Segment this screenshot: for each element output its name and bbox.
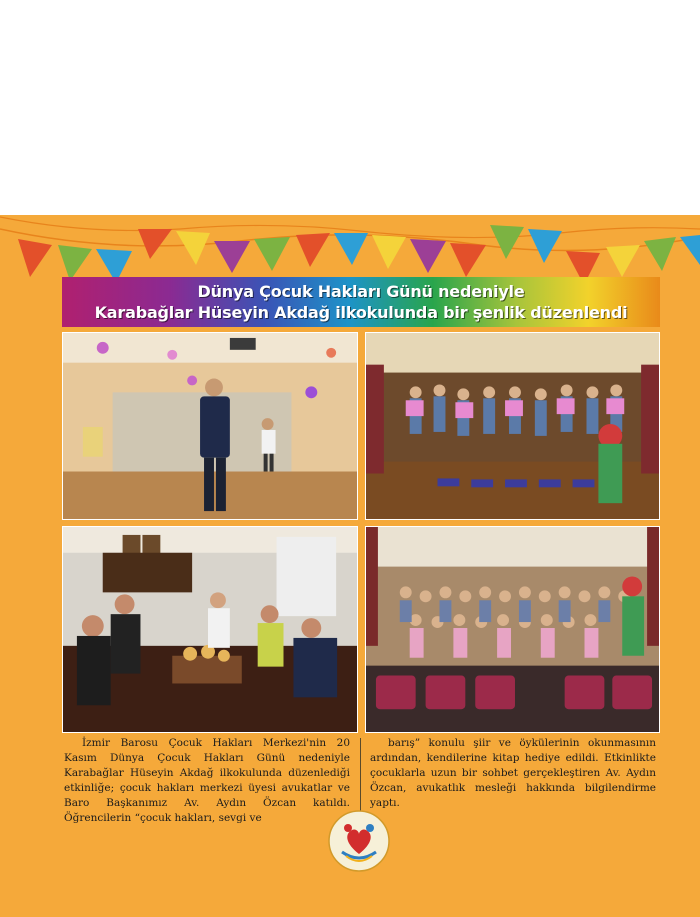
headline-banner (62, 277, 660, 327)
photo-group-auditorium (365, 526, 660, 733)
photo-speaker-on-stage (62, 332, 358, 520)
article-column-1: İzmir Barosu Çocuk Hakları Merkezi'nin 20 Kasım Dünya Çocuk Hakları Günü nedeniyle Karabağlar Hüseyin Akdağ ilkokulunda düzenlediği etkinliğe; çocuk hakları merkezi üyesi avukatlar ve Baro Başkanımız Av. Aydın Özcan katıldı. Öğrencilerin “çocuk hakları, sevgi ve (64, 737, 350, 824)
photo-office-meeting (62, 526, 358, 733)
article-column-2: barış” konulu şiir ve öykülerinin okunmasının ardından, kendilerine kitap hediye edildi. Etkinlikte çocuklarla uzun bir sohbet gerçekleştiren Av. Aydın Özcan, avukatlık mesleği hakkında bilgilendirme yaptı. (370, 737, 656, 809)
childrens-rights-center-logo (326, 808, 392, 874)
headline-line-2: Karabağlar Hüseyin Akdağ ilkokulunda bir şenlik düzenlendi (94, 303, 628, 322)
column-divider (360, 738, 361, 811)
photo-children-on-stage (365, 332, 660, 520)
headline-line-1: Dünya Çocuk Hakları Günü nedeniyle (197, 282, 525, 301)
